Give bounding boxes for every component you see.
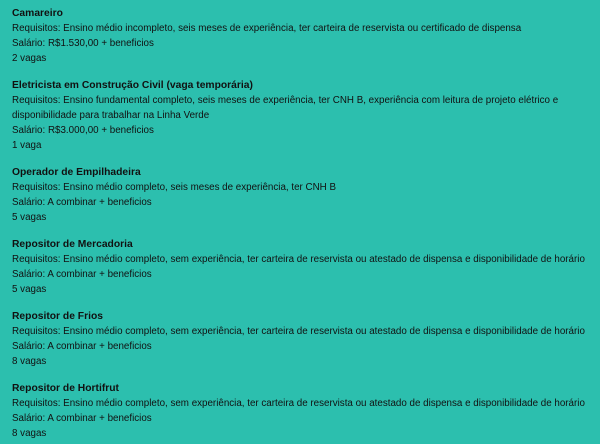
job-vacancies: 5 vagas (12, 284, 47, 295)
job-salary: Salário: R$1.530,00 + beneficios (12, 38, 154, 49)
job-salary: Salário: R$3.000,00 + beneficios (12, 125, 154, 136)
job-listing-operador-empilhadeira (12, 165, 592, 225)
job-vacancies: 8 vagas (12, 428, 47, 439)
job-title: Camareiro (12, 8, 63, 19)
job-title: Operador de Empilhadeira (12, 167, 141, 178)
job-salary: Salário: A combinar + beneficios (12, 413, 152, 424)
job-vacancies: 8 vagas (12, 356, 47, 367)
job-title: Repositor de Hortifrut (12, 383, 119, 394)
job-listing-eletricista (12, 78, 592, 153)
job-requirements: Requisitos: Ensino médio completo, sem experiência, ter carteira de reservista ou atestado de dispensa e disponibilidade de horário (12, 254, 585, 265)
job-title: Repositor de Frios (12, 311, 103, 322)
job-requirements: Requisitos: Ensino médio completo, sem experiência, ter carteira de reservista ou atestado de dispensa e disponibilidade de horário (12, 398, 585, 409)
job-vacancies: 1 vaga (12, 140, 42, 151)
job-requirements: Requisitos: Ensino médio completo, sem experiência, ter carteira de reservista ou atestado de dispensa e disponibilidade de horário (12, 326, 585, 337)
job-listing-repositor-frios (12, 309, 592, 369)
job-vacancies: 5 vagas (12, 212, 47, 223)
job-listing-repositor-hortifrut (12, 381, 592, 441)
job-title: Repositor de Mercadoria (12, 239, 133, 250)
job-requirements: Requisitos: Ensino médio incompleto, seis meses de experiência, ter carteira de reservista ou certificado de dispensa (12, 23, 522, 34)
job-salary: Salário: A combinar + beneficios (12, 197, 152, 208)
job-salary: Salário: A combinar + beneficios (12, 269, 152, 280)
job-listing-camareiro (12, 6, 592, 66)
job-requirements: Requisitos: Ensino médio completo, seis meses de experiência, ter CNH B (12, 182, 336, 193)
job-salary: Salário: A combinar + beneficios (12, 341, 152, 352)
job-vacancies: 2 vagas (12, 53, 47, 64)
job-requirements: Requisitos: Ensino fundamental completo, seis meses de experiência, ter CNH B, experiência com leitura de projeto elétrico e disponibilidade para trabalhar na Linha Verde (12, 95, 559, 121)
job-title: Eletricista em Construção Civil (vaga temporária) (12, 80, 253, 91)
job-listing-repositor-mercadoria (12, 237, 592, 297)
